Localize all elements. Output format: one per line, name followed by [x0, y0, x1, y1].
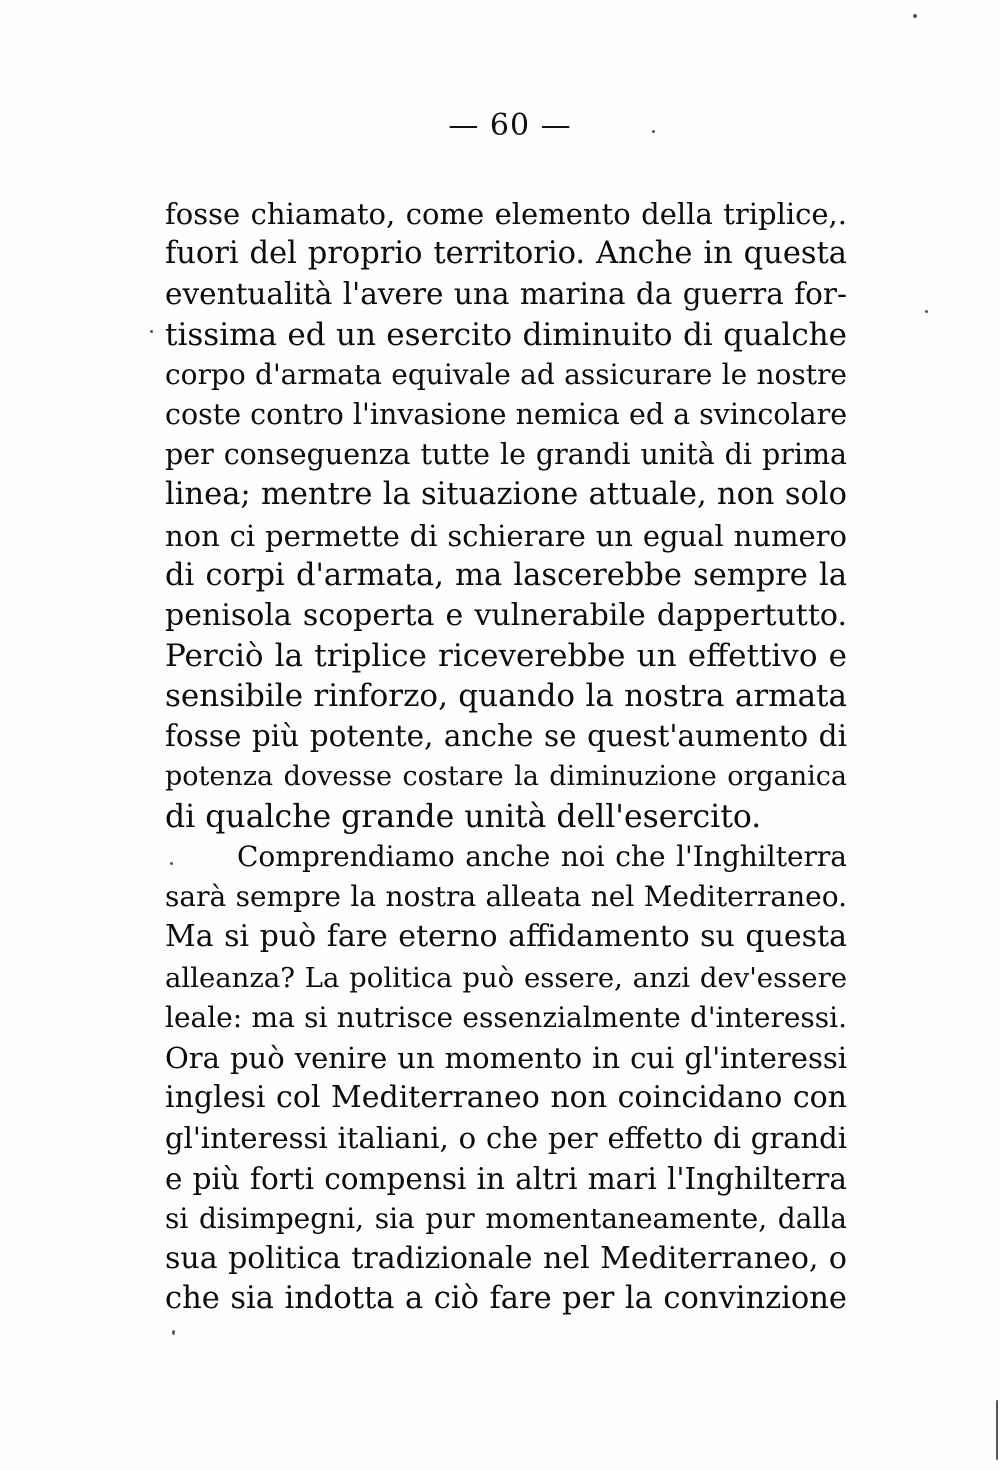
- text-line: sua politica tradizionale nel Mediterraneo, o: [165, 1240, 847, 1276]
- scan-speck: [170, 862, 173, 865]
- text-line: gl'interessi italiani, o che per effetto di grandi: [165, 1121, 847, 1156]
- text-line: inglesi col Mediterraneo non coincidano con: [165, 1080, 847, 1116]
- text-line: fosse più potente, anche se quest'aumento di: [165, 719, 847, 754]
- scan-speck: [996, 1400, 998, 1460]
- text-line: alleanza? La politica può essere, anzi dev'essere: [165, 961, 847, 994]
- text-line: eventualità l'avere una marina da guerra for-: [165, 277, 847, 312]
- text-line: fuori del proprio territorio. Anche in questa: [165, 236, 847, 272]
- text-line: sarà sempre la nostra alleata nel Mediterraneo.: [165, 880, 847, 914]
- scan-speck: [172, 1330, 175, 1335]
- page-number: — 60 —: [448, 108, 572, 143]
- body-text: [165, 194, 847, 1319]
- text-line: e più forti compensi in altri mari l'Inghilterra: [165, 1161, 847, 1196]
- text-line: coste contro l'invasione nemica ed a svincolare: [165, 397, 848, 431]
- text-line: Ora può venire un momento in cui gl'interessi: [165, 1040, 847, 1075]
- text-line: non ci permette di schierare un egual numero: [165, 518, 847, 553]
- text-line: corpo d'armata equivale ad assicurare le nostre: [165, 357, 847, 391]
- text-line: sensibile rinforzo, quando la nostra armata: [165, 678, 847, 715]
- scan-speck: [150, 330, 153, 333]
- text-line: per conseguenza tutte le grandi unità di prima: [165, 438, 847, 472]
- text-line: leale: ma si nutrisce essenzialmente d'interessi.: [165, 1000, 847, 1034]
- text-line: che sia indotta a ciò fare per la convinzione: [165, 1281, 847, 1317]
- text-line: Perciò la triplice riceverebbe un effettivo e: [165, 638, 847, 675]
- text-line: tissima ed un esercito diminuito di qualche: [165, 316, 847, 353]
- text-line: linea; mentre la situazione attuale, non solo: [165, 477, 847, 513]
- text-line: di corpi d'armata, ma lascerebbe sempre la: [165, 557, 847, 593]
- scan-speck: [652, 130, 655, 133]
- text-line: fosse chiamato, come elemento della triplice,.: [165, 197, 847, 231]
- text-line: si disimpegni, sia pur momentaneamente, dalla: [165, 1201, 847, 1235]
- paragraph-first-line: Comprendiamo anche noi che l'Inghilterra: [237, 840, 847, 873]
- text-line: di qualche grande unità dell'esercito.: [165, 798, 762, 835]
- scan-speck: [925, 310, 928, 313]
- text-line: potenza dovesse costare la diminuzione organica: [165, 760, 847, 792]
- text-line: Ma si può fare eterno affidamento su questa: [165, 919, 847, 955]
- text-line: penisola scoperta e vulnerabile dappertutto.: [165, 597, 847, 633]
- scan-speck: [913, 14, 917, 18]
